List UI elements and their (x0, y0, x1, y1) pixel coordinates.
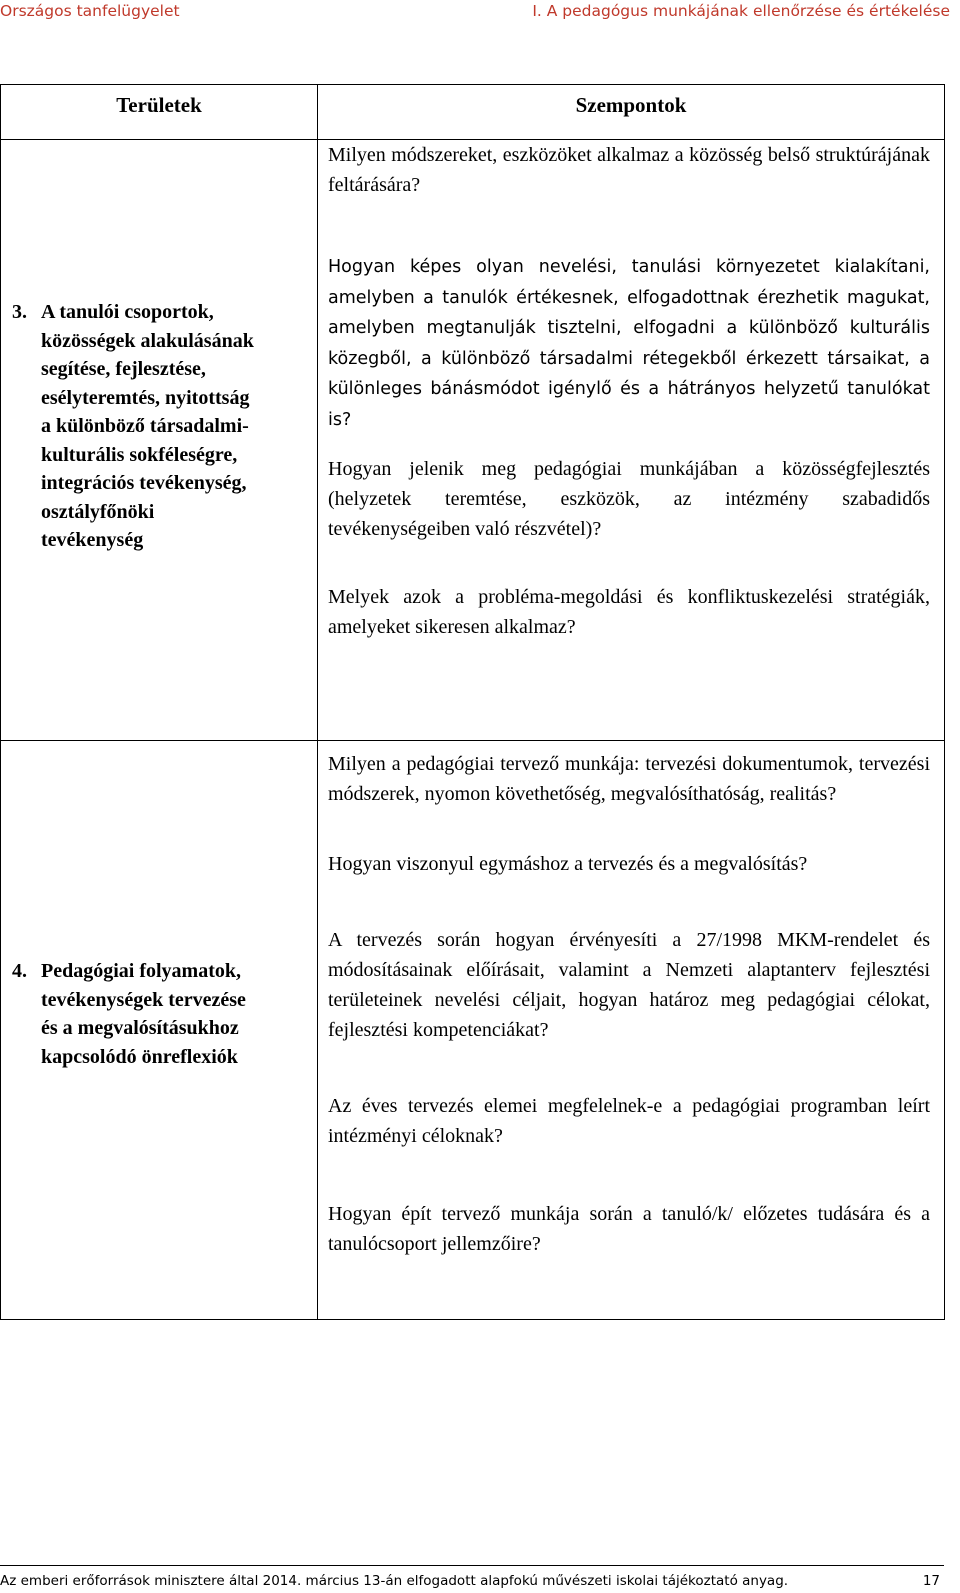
page-footer (0, 1565, 944, 1589)
criterion-text: Hogyan képes olyan nevelési, tanulási környezetet kialakítani, amelyben a tanulók értékesnek, elfogadottnak érezhetik magukat, amelyben megtanulják tisztelni, elfogadni a különböző kulturális közegből, a különböző társadalmi rétegekből érkezett társaikat, a különleges bánásmódot igénylő és a hátrányos helyzetű tanulókat is? (328, 257, 930, 430)
area-line: tevékenység (41, 529, 144, 551)
footer-text: Az emberi erőforrások minisztere által 2014. március 13-án elfogadott alapfokú művészeti iskolai tájékoztató anyag. (0, 1573, 789, 1589)
area-line: osztályfőnöki (41, 500, 155, 523)
area-number: 4. (12, 960, 27, 982)
criterion-text: A tervezés során hogyan érvényesíti a 27/1998 MKM-rendelet és módosításainak előírásait, valamint a Nemzeti alaptanterv fejlesztési területeinek nevelési céljait, hogyan határoz meg pedagógiai célokat, fejlesztési kompetenciákat? (328, 929, 930, 1041)
criterion-text: Hogyan jelenik meg pedagógiai munkájában a közösségfejlesztés (helyzetek teremtése, eszközök, az intézmény szabadidős tevékenységeiben való részvétel)? (328, 458, 930, 540)
area-line: integrációs tevékenység, (41, 472, 247, 494)
criterion-text: Milyen a pedagógiai tervező munkája: tervezési dokumentumok, tervezési módszerek, nyomon követhetőség, megvalósíthatóság, realitás? (328, 753, 930, 805)
area-line: kulturális sokféleségre, (41, 443, 238, 466)
criterion-text: Melyek azok a probléma-megoldási és konfliktuskezelési stratégiák, amelyeket sikeresen alkalmaz? (328, 586, 930, 638)
area-line: esélyteremtés, nyitottság (41, 386, 250, 409)
area-line: közösségek alakulásának (41, 329, 254, 352)
area-cell-3 (1, 140, 318, 741)
area-line: kapcsolódó önreflexiók (41, 1045, 238, 1068)
page-number: 17 (922, 1573, 940, 1589)
header-left-title: Országos tanfelügyelet (0, 2, 180, 20)
criteria-table (0, 84, 944, 1320)
criterion-text: Hogyan épít tervező munkája során a tanuló/k/ előzetes tudására és a tanulócsoport jellemzőire? (328, 1203, 930, 1255)
page-header (0, 0, 960, 26)
criteria-cell-3 (318, 140, 945, 741)
column-header-areas: Területek (1, 85, 318, 140)
area-line: segítése, fejlesztése, (41, 358, 206, 380)
area-line: Pedagógiai folyamatok, (41, 960, 241, 982)
area-number: 3. (12, 301, 27, 323)
criteria-cell-4 (318, 741, 945, 1320)
area-line: a különböző társadalmi- (41, 415, 249, 437)
area-line: és a megvalósításukhoz (41, 1017, 239, 1039)
table-row (1, 140, 945, 741)
header-right-title: I. A pedagógus munkájának ellenőrzése és értékelése (532, 2, 950, 20)
criterion-text: Milyen módszereket, eszközöket alkalmaz a közösség belső struktúrájának feltárására? (328, 144, 930, 196)
criterion-text: Az éves tervezés elemei megfelelnek-e a pedagógiai programban leírt intézményi céloknak? (328, 1095, 930, 1147)
area-line: tevékenységek tervezése (41, 988, 246, 1011)
table-row (1, 741, 945, 1320)
area-cell-4 (1, 741, 318, 1320)
criterion-text: Hogyan viszonyul egymáshoz a tervezés és a megvalósítás? (328, 853, 808, 875)
area-line: A tanulói csoportok, (41, 301, 214, 323)
column-header-criteria: Szempontok (318, 85, 945, 140)
